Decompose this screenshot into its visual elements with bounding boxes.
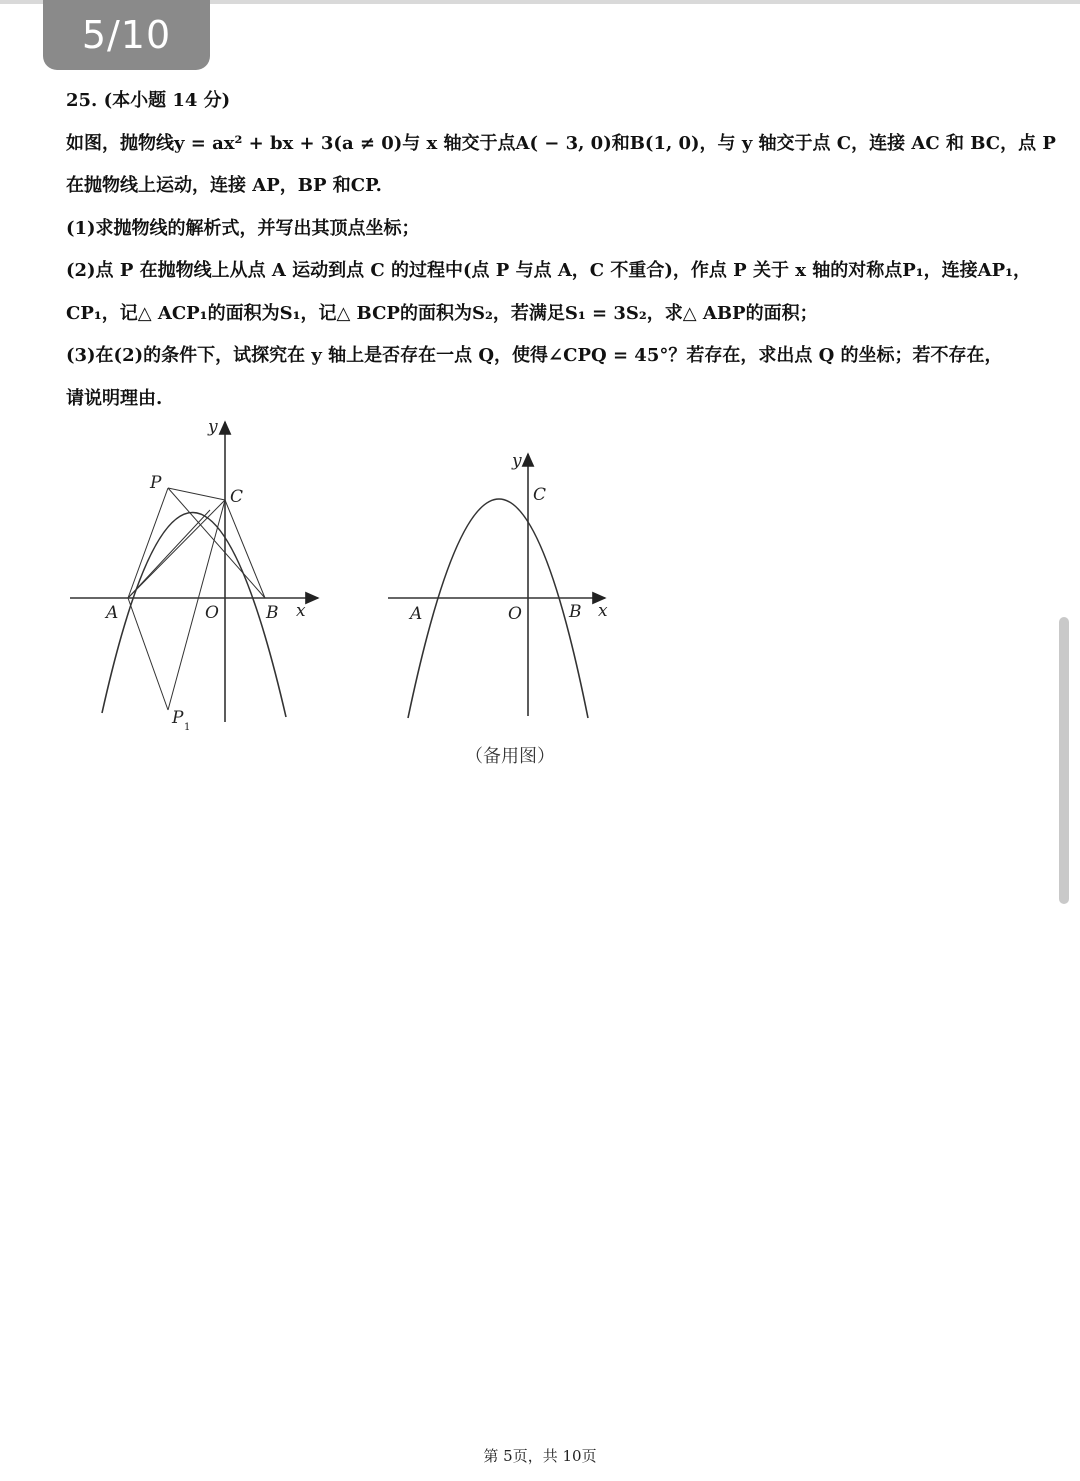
- fig2-label-A: A: [410, 604, 423, 624]
- figure-2: [388, 454, 605, 718]
- figure-1: [70, 422, 318, 722]
- figure-2-caption: （备用图）: [465, 746, 555, 767]
- question-intro-line1: 如图，抛物线y = ax² + bx + 3(a ≠ 0)与 x 轴交于点A( − 3, 0)和B(1, 0)，与 y 轴交于点 C，连接 AC 和 BC，点 P: [66, 132, 1056, 154]
- fig1-label-P: P: [150, 473, 162, 493]
- page-footer: 第 5页，共 10页: [483, 1447, 597, 1465]
- question-intro-line2: 在抛物线上运动，连接 AP，BP 和CP.: [66, 175, 382, 196]
- fig1-segment-AP1: [128, 598, 168, 710]
- fig2-label-x: x: [598, 601, 608, 621]
- fig1-label-y: y: [208, 417, 218, 437]
- scrollbar-thumb[interactable]: [1059, 617, 1069, 904]
- question-header: 25. (本小题 14 分): [66, 90, 231, 111]
- fig1-label-C: C: [230, 487, 244, 507]
- fig1-label-P1-sub: 1: [184, 722, 191, 733]
- fig2-label-O: O: [508, 604, 522, 624]
- figures: [60, 410, 640, 780]
- fig1-label-P1: P: [172, 708, 184, 728]
- fig2-label-y: y: [512, 451, 522, 471]
- fig1-segment-AP: [128, 488, 168, 598]
- fig1-label-B: B: [266, 603, 279, 623]
- fig1-label-A: A: [106, 603, 119, 623]
- question-part1: (1)求抛物线的解析式，并写出其顶点坐标；: [66, 217, 420, 239]
- question-part2-line2: CP₁，记△ ACP₁的面积为S₁，记△ BCP的面积为S₂，若满足S₁ = 3S₂，求△ ABP的面积；: [66, 302, 818, 324]
- fig1-segment-AC-extra: [128, 510, 210, 598]
- fig1-label-x: x: [296, 601, 306, 621]
- fig1-segment-AC: [128, 500, 225, 598]
- question-part2-line1: (2)点 P 在抛物线上从点 A 运动到点 C 的过程中(点 P 与点 A，C 不重合)，作点 P 关于 x 轴的对称点P₁，连接AP₁，: [66, 260, 1032, 281]
- figures-svg: [60, 410, 640, 780]
- fig2-label-C: C: [533, 485, 547, 505]
- page-indicator: 5/10: [43, 0, 210, 70]
- question-part3-line1: (3)在(2)的条件下，试探究在 y 轴上是否存在一点 Q，使得∠CPQ = 45°？若存在，求出点 Q 的坐标；若不存在，: [66, 345, 1003, 366]
- question-content: [66, 80, 1056, 420]
- fig2-parabola: [408, 499, 588, 718]
- fig2-label-B: B: [569, 602, 582, 622]
- question-part3-line2: 请说明理由.: [66, 387, 163, 409]
- fig1-label-O: O: [205, 603, 219, 623]
